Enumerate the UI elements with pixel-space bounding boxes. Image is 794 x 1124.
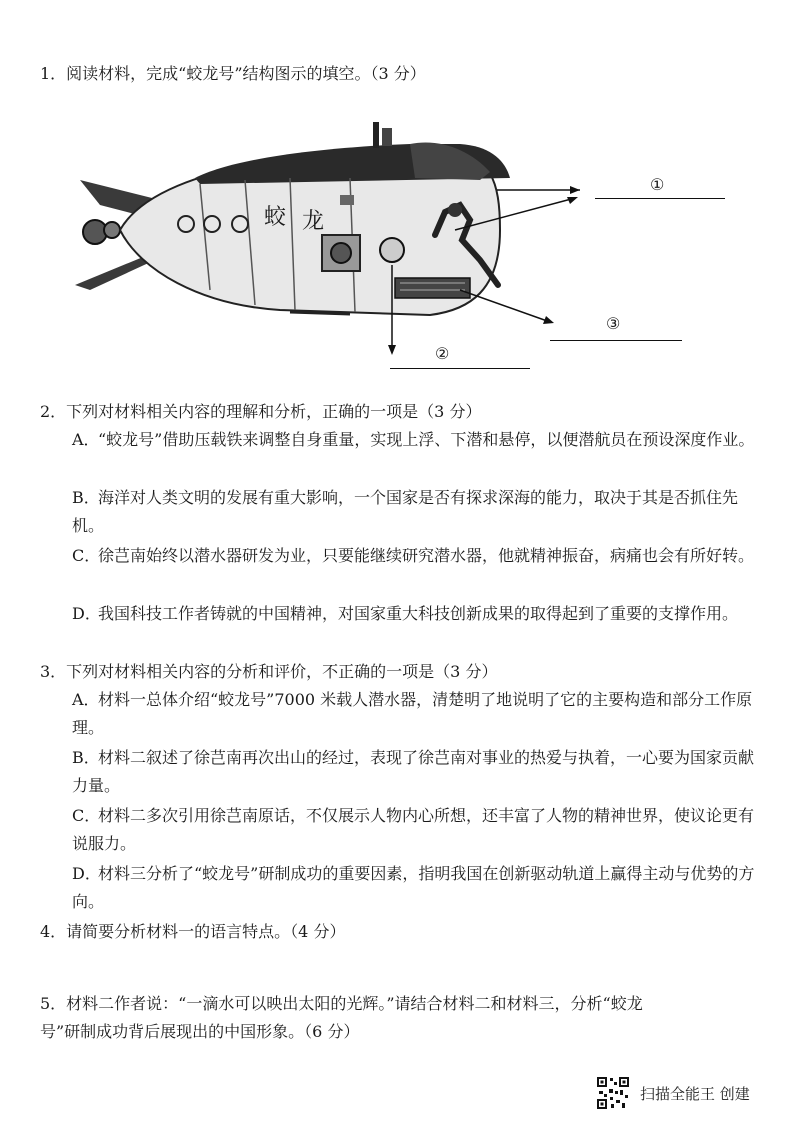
label-2: ②: [435, 344, 450, 363]
q3-option-c-text: 材料二多次引用徐芑南原话，不仅展示人物内心所想，还丰富了人物的精神世界，使议论更有说服力。: [72, 806, 755, 853]
q3-option-a: [72, 686, 762, 742]
mast-antenna: [382, 128, 392, 146]
qr-code-icon: [596, 1076, 630, 1110]
viewport: [331, 243, 351, 263]
label-3: ③: [606, 314, 621, 333]
arm-joint: [448, 203, 462, 217]
q3-option-d-text: 材料三分析了“蛟龙号”研制成功的重要因素，指明我国在创新驱动轨道上赢得主动与优势的方向。: [72, 864, 755, 911]
mast: [373, 122, 379, 148]
q2-option-c: [72, 542, 762, 570]
tail-propeller-right: [104, 222, 120, 238]
q3-option-d: [72, 860, 762, 916]
q2-option-b: [72, 484, 762, 540]
submersible-diagram: [50, 100, 750, 380]
q3-option-b-text: 材料二叙述了徐芑南再次出山的经过，表现了徐芑南对事业的热爱与执着，一心要为国家贡献力量。: [72, 748, 755, 795]
q2-option-d-letter: D．: [72, 604, 101, 623]
skid: [290, 312, 350, 314]
q3-option-b-letter: B．: [72, 748, 100, 767]
q3-option-c: [72, 802, 762, 858]
q3-option-d-letter: D．: [72, 864, 101, 883]
side-propeller: [380, 238, 404, 262]
q2-option-d: [72, 600, 762, 628]
q2-option-b-text: 海洋对人类文明的发展有重大影响，一个国家是否有探求深海的能力，取决于其是否抓住先机。: [72, 488, 739, 535]
hull-char-1: 蛟: [264, 205, 287, 230]
watermark-text: 扫描全能王 创建: [640, 1085, 750, 1103]
q2-option-a-letter: A．: [72, 430, 100, 449]
scanner-watermark: [596, 1076, 776, 1112]
q2-option-a: [72, 426, 762, 454]
q3-option-a-text: 材料一总体介绍“蛟龙号”7000 米载人潜水器，清楚明了地说明了它的主要构造和部分工作原理。: [72, 690, 753, 737]
blank-3: [550, 340, 682, 341]
question-2-stem: 2．下列对材料相关内容的理解和分析，正确的一项是（3 分）: [40, 402, 482, 421]
question-4: 4．请简要分析材料一的语言特点。（4 分）: [40, 922, 346, 941]
q3-option-a-letter: A．: [72, 690, 100, 709]
sample-basket: [395, 278, 470, 298]
hull-char-2: 龙: [302, 209, 325, 234]
q2-option-a-text: “蛟龙号”借助压载铁来调整自身重量，实现上浮、下潜和悬停，以便潜航员在预设深度作业。: [98, 430, 755, 449]
label-1: ①: [650, 175, 665, 194]
submersible-figure: [50, 100, 750, 380]
blank-1: [595, 198, 725, 199]
question-1: 1．阅读材料，完成“蛟龙号”结构图示的填空。（3 分）: [40, 64, 426, 83]
q2-option-d-text: 我国科技工作者铸就的中国精神，对国家重大科技创新成果的取得起到了重要的支撑作用。: [98, 604, 739, 623]
question-5-line-1: 5．材料二作者说：“一滴水可以映出太阳的光辉。”请结合材料二和材料三，分析“蛟龙: [40, 994, 643, 1013]
question-5-line-2: 号”研制成功背后展现出的中国形象。（6 分）: [40, 1022, 360, 1041]
q2-option-c-letter: C．: [72, 546, 101, 565]
blank-2: [390, 368, 530, 369]
q2-option-b-letter: B．: [72, 488, 100, 507]
q3-option-b: [72, 744, 762, 800]
q2-option-c-text: 徐芑南始终以潜水器研发为业，只要能继续研究潜水器，他就精神振奋，病痛也会有所好转。: [98, 546, 755, 565]
q3-option-c-letter: C．: [72, 806, 101, 825]
flag: [340, 195, 354, 205]
question-3-stem: 3．下列对材料相关内容的分析和评价，不正确的一项是（3 分）: [40, 662, 498, 681]
